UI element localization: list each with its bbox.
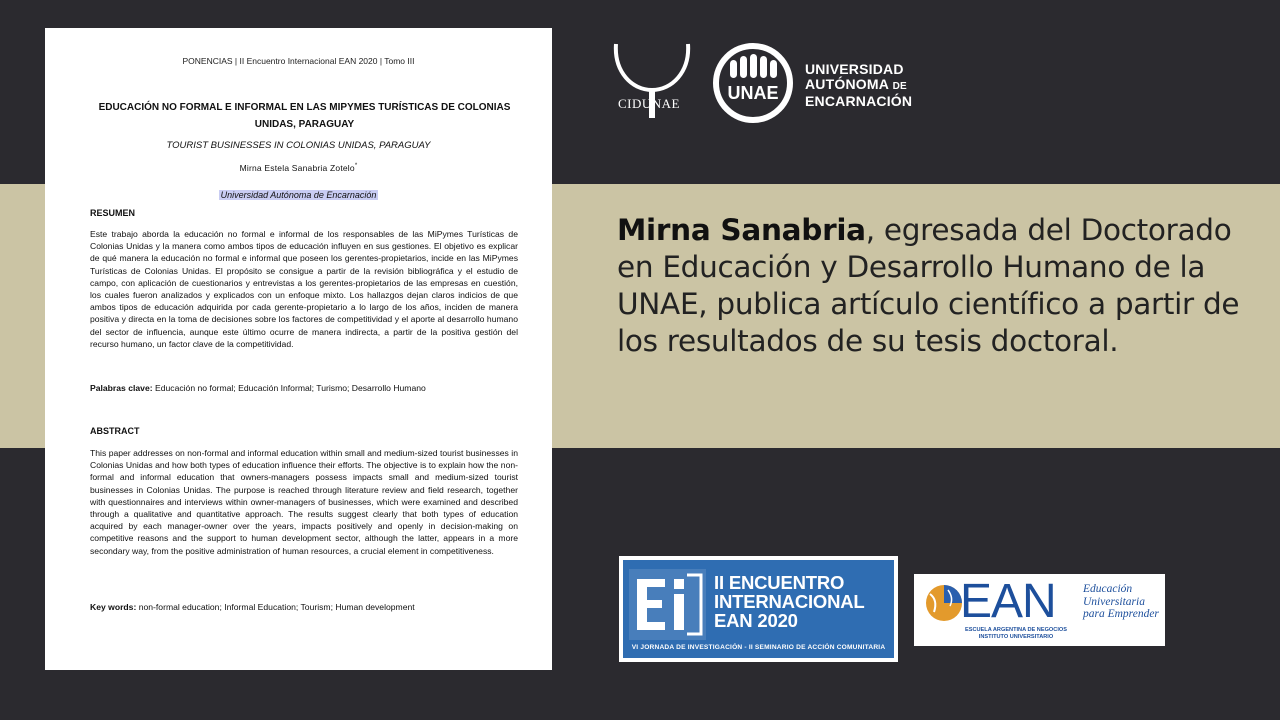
resumen-heading: RESUMEN [90, 208, 136, 218]
paper-title: EDUCACIÓN NO FORMAL E INFORMAL EN LAS MIPYMES TURÍSTICAS DE COLONIAS UNIDAS, PARAGUAY [98, 102, 511, 130]
ei-monogram-icon [629, 569, 706, 640]
abstract-text: This paper addresses on non-formal and informal education within small and medium-sized tourist businesses in Colonias Unidas and how both types of education influence their efforts. The objective is to explain how the non-formal and informal education that owners-managers possess impacts small and medium-sized tourist businesses in Colonias Unidas. The purpose is reached through literature review and field research, together with questionnaires and interviews within owner-managers of businesses, which were examined and described through a qualitative and quantitative approach. The results suggest clearly that both types of education acquired by each manager-owner over the years, impacts positively and openly in decision-making on competitive reasons and the support to human development sector, although the latter, appears in a more secondary way, from the positive administration of human resources, a crucial element in competitiveness. [90, 448, 518, 556]
key-words [90, 602, 518, 612]
unae-logo-mark [712, 42, 794, 124]
ean-slogan2: Universitaria [1083, 595, 1145, 608]
encuentro-line1: II ENCUENTRO [714, 572, 845, 593]
ean-logo [914, 574, 1165, 646]
palabras-clave [90, 383, 518, 393]
keywords-label: Key words: [90, 602, 137, 612]
paper-page [45, 28, 552, 670]
unae-badge-text: UNAE [727, 83, 779, 103]
cidunae-label: CIDUNAE [618, 96, 680, 111]
encuentro-line2: INTERNACIONAL [714, 591, 865, 612]
ean-globe-icon [924, 582, 964, 624]
unae-line2-de: DE [892, 81, 907, 92]
ean-letters: EAN [960, 575, 1056, 628]
ean-sub2: INSTITUTO UNIVERSITARIO [978, 633, 1054, 640]
encuentro-footer: VI JORNADA DE INVESTIGACIÓN - II SEMINARIO DE ACCIÓN COMUNITARIA [631, 644, 886, 651]
palabras-label: Palabras clave: [90, 383, 153, 393]
headline-name: Mirna Sanabria [617, 213, 866, 247]
headline [617, 212, 1257, 360]
unae-line1: UNIVERSIDAD [805, 61, 904, 77]
headline-rest: , egresada del Doctorado en Educación y Desarrollo Humano de la UNAE, publica artículo científico a partir de los resultados de su tesis doctoral. [617, 213, 1240, 358]
unae-line3: ENCARNACIÓN [805, 93, 913, 109]
paper-subtitle: TOURIST BUSINESSES IN COLONIAS UNIDAS, PARAGUAY [166, 140, 431, 151]
ean-slogan1: Educación [1083, 583, 1133, 595]
affiliation-row [45, 185, 552, 203]
keywords-values: non-formal education; Informal Education; Tourism; Human development [138, 602, 415, 612]
affiliation: Universidad Autónoma de Encarnación [220, 190, 377, 200]
encuentro-logo [619, 556, 898, 662]
ean-slogan3: para Emprender [1083, 608, 1159, 620]
unae-wordmark [805, 62, 912, 109]
resumen-text: Este trabajo aborda la educación no formal e informal de los responsables de las MiPymes Turísticas de Colonias Unidas y la manera como ambos tipos de educación influyen en sus gestiones. El objetivo es explicar de qué manera la educación no formal e informal que poseen los gerentes-propietarios, incide en las MiPymes Turísticas de Colonias Unidas. El propósito se consigue a partir de la revisión bibliográfica y el estudio de campo, con aplicación de cuestionarios y entrevistas a los gerentes-propietarios de las empresas en cuestión, los cuales fueron analizados y explicados con un enfoque mixto. Los hallazgos dejan claros indicios de que ambos tipos de educación adquirida por cada gerente-propietario a lo largo de los años, inciden de manera positiva y directa en la toma de decisiones sobre los factores de competitividad y el aporte al desarrollo humano del sector de influencia, aunque este último ocurre de manera indirecta, a partir de la positiva gestión del recurso humano, un factor clave de la competitividad. [90, 229, 518, 349]
palabras-values: Educación no formal; Educación Informal; Turismo; Desarrollo Humano [154, 383, 426, 393]
abstract-heading: ABSTRACT [90, 426, 140, 436]
paper-author [45, 163, 552, 173]
encuentro-line3: EAN 2020 [714, 610, 798, 631]
unae-line2 [805, 77, 912, 94]
encuentro-logo-panel [623, 560, 894, 658]
running-head: PONENCIAS | II Encuentro Internacional EAN 2020 | Tomo III [182, 56, 415, 66]
author-name: Mirna Estela Sanabria Zotelo [239, 163, 355, 173]
author-footnote-mark: * [354, 163, 358, 170]
ean-subtitle [960, 627, 1072, 640]
encuentro-title [714, 573, 865, 630]
unae-line2-main: AUTÓNOMA [805, 76, 893, 92]
ean-sub1: ESCUELA ARGENTINA DE NEGOCIOS [965, 627, 1067, 633]
ean-slogan [1083, 583, 1159, 621]
